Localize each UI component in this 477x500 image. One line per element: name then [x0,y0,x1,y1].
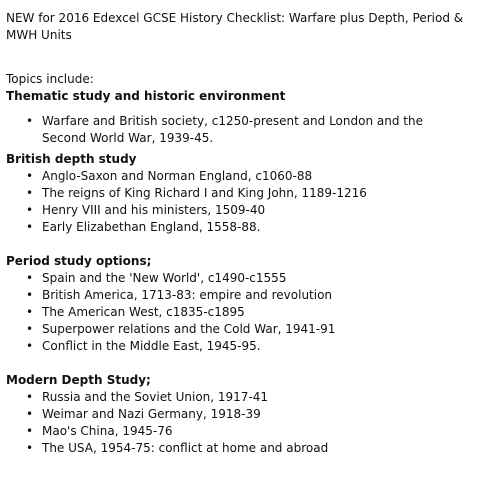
topic-list [6,270,471,355]
list-item: • Warfare and British society, c1250-present and London and the Second World War, 1939-45. [6,113,471,147]
list-item: • The reigns of King Richard I and King John, 1189-1216 [6,185,471,202]
section-heading: Modern Depth Study; [6,373,151,387]
section-british-depth-study [6,151,471,236]
section-heading: Thematic study and historic environment [6,89,286,103]
section-modern-depth-study [6,372,471,457]
list-item: • Mao's China, 1945-76 [6,423,471,440]
document-title: NEW for 2016 Edexcel GCSE History Checklist: Warfare plus Depth, Period & MWH Units [6,11,464,42]
list-item: • British America, 1713-83: empire and revolution [6,287,471,304]
list-item: • Henry VIII and his ministers, 1509-40 [6,202,471,219]
topic-list [6,113,471,147]
list-item: • Early Elizabethan England, 1558-88. [6,219,471,236]
section-period-study [6,253,471,355]
list-item: • Weimar and Nazi Germany, 1918-39 [6,406,471,423]
list-item: • Anglo-Saxon and Norman England, c1060-88 [6,168,471,185]
list-item: • Conflict in the Middle East, 1945-95. [6,338,471,355]
section-heading: British depth study [6,152,137,166]
list-item: • The USA, 1954-75: conflict at home and abroad [6,440,471,457]
list-item: • Superpower relations and the Cold War, 1941-91 [6,321,471,338]
list-item: • Russia and the Soviet Union, 1917-41 [6,389,471,406]
section-heading: Period study options; [6,254,152,268]
list-item: • Spain and the 'New World', c1490-c1555 [6,270,471,287]
section-thematic-study [6,88,471,147]
list-item: • The American West, c1835-c1895 [6,304,471,321]
topic-list [6,389,471,457]
topic-list [6,168,471,236]
intro-text: Topics include: [6,72,94,86]
